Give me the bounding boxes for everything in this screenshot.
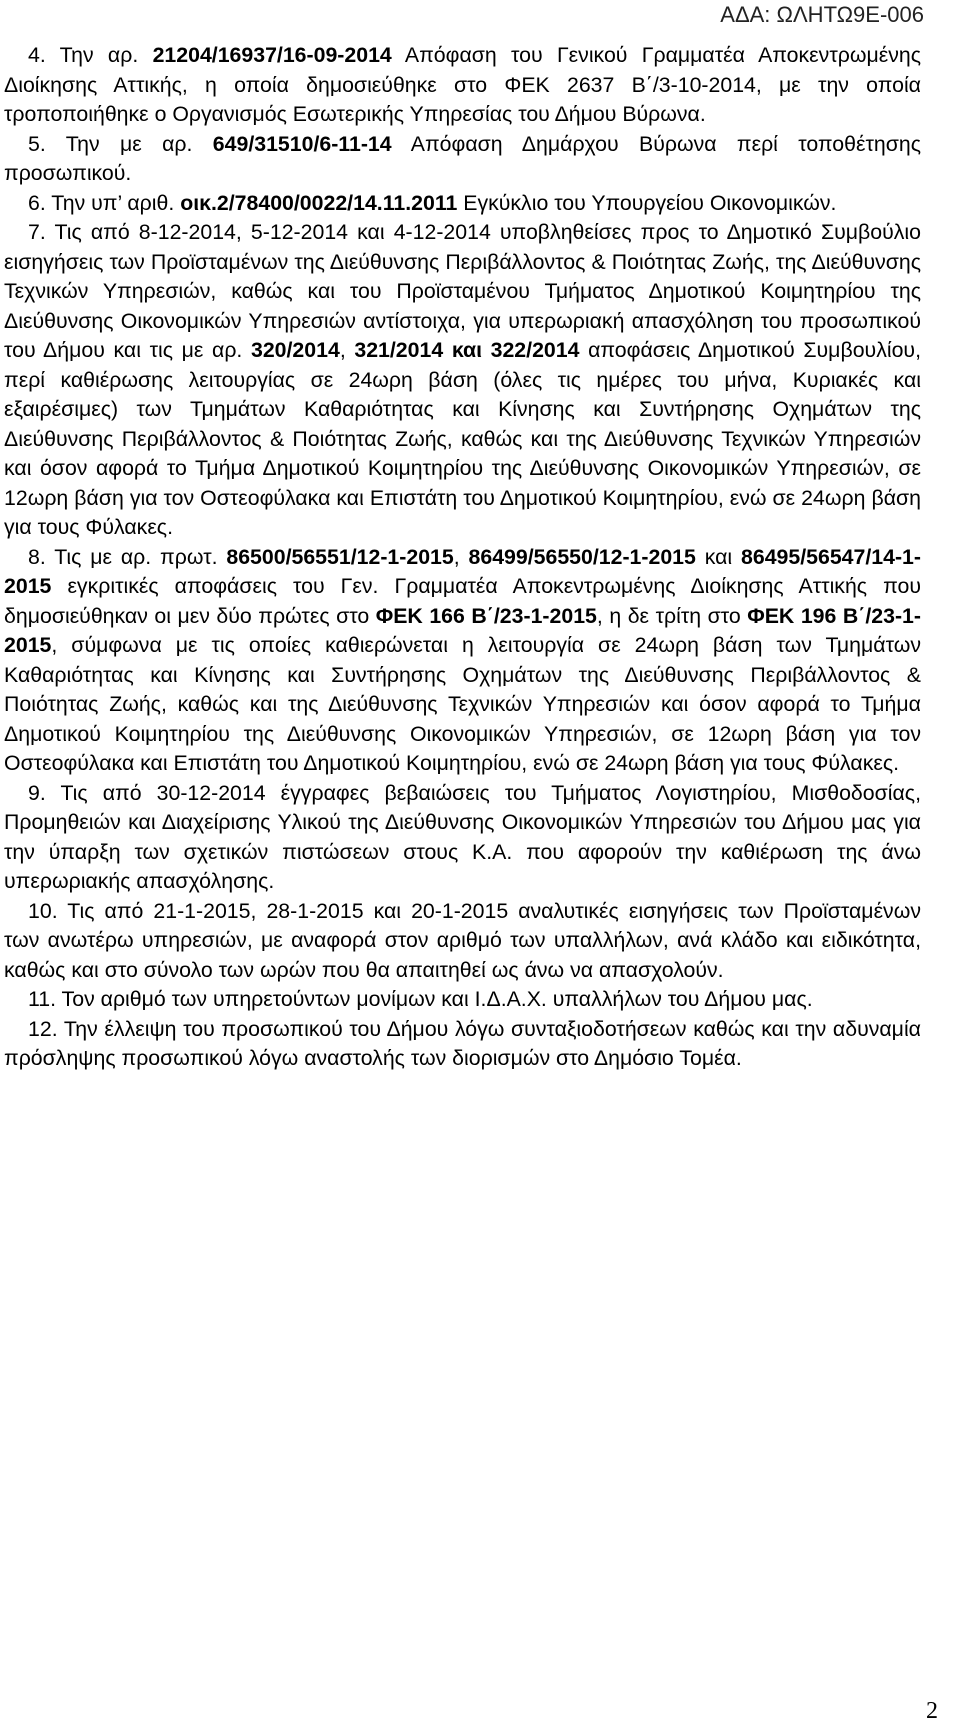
reference-number: οικ.2/78400/0022/14.11.2011 — [180, 190, 458, 215]
paragraph-text: 5. Την με αρ. — [28, 131, 213, 156]
page-number: 2 — [926, 1698, 938, 1724]
reference-number: 649/31510/6-11-14 — [212, 131, 392, 156]
paragraph-text: Απόφαση Δημάρχου Βύρωνα περί τοποθέτησης προσωπικού. — [4, 131, 921, 185]
reference-number: 21204/16937/16-09-2014 — [152, 43, 392, 67]
paragraph-text: 4. Την αρ. — [28, 43, 153, 67]
paragraph-text: , — [339, 338, 355, 362]
paragraph-text: 7. Τις από 8-12-2014, 5-12-2014 και 4-12-2014 υποβληθείσες προς το Δημοτικό Συμβούλιο εισηγήσεις των Προϊσταμένων της Διεύθυνσης Περιβάλλοντος & Ποιότητας Ζωής, της Διεύθυνσης Τεχνικών Υπηρεσιών, καθώς και του Προϊσταμένου Τμήματος Δημοτικού Κοιμητηρίου της Διεύθυνσης Οικονομικών Υπηρεσιών αντίστοιχα, για υπερωριακή απασχόληση του προσωπικού του Δήμου και τις με αρ. — [4, 220, 921, 362]
list-item-9 — [4, 779, 921, 897]
paragraph-text: 10. Τις από 21-1-2015, 28-1-2015 και 20-1-2015 αναλυτικές εισηγήσεις των Προϊσταμένων των ανωτέρω υπηρεσιών, με αναφορά στον αριθμό των υπαλλήλων, ανά κλάδο και ειδικότητα, καθώς και στο σύνολο των ωρών που θα απαιτηθεί ως άνω να απασχολούν. — [4, 898, 921, 982]
paragraph-text: Εγκύκλιο του Υπουργείου Οικονομικών. — [457, 190, 837, 215]
paragraph-text: αποφάσεις Δημοτικού Συμβουλίου, περί καθιέρωσης λειτουργίας σε 24ωρη βάση (όλες τις ημέρες του μήνα, Κυριακές και εξαιρέσιμες) των Τμημάτων Καθαριότητας και Κίνησης και Συντήρησης Οχημάτων της Διεύθυνσης Περιβάλλοντος & Ποιότητας Ζωής, καθώς και της Διεύθυνσης Τεχνικών Υπηρεσιών και όσον αφορά το Τμήμα Δημοτικού Κοιμητηρίου της Διεύθυνσης Οικονομικών Υπηρεσιών, σε 12ωρη βάση για τον Οστεοφύλακα και Επιστάτη του Δημοτικού Κοιμητηρίου, ενώ σε 24ωρη βάση για τους Φύλακες. — [4, 338, 921, 539]
list-item-4 — [4, 41, 921, 130]
reference-number: 320/2014 — [250, 338, 340, 362]
paragraph-text: εγκριτικές αποφάσεις του Γεν. Γραμματέα Αποκεντρωμένης Διοίκησης Αττικής που δημοσιεύθηκαν οι μεν δύο πρώτες στο — [4, 574, 921, 628]
paragraph-text: 12. Την έλλειψη του προσωπικού του Δήμου λόγω συνταξιοδοτήσεων καθώς και την αδυναμία πρόσληψης προσωπικού λόγω αναστολής των διορισμών στο Δημόσιο Τομέα. — [4, 1016, 921, 1070]
reference-number: ΦΕΚ 166 Β΄/23-1-2015 — [375, 603, 597, 628]
document-body — [4, 41, 921, 1074]
paragraph-text: , σύμφωνα με τις οποίες καθιερώνεται η λειτουργία σε 24ωρη βάση των Τμημάτων Καθαριότητας και Κίνησης και Συντήρησης Οχημάτων της Διεύθυνσης Περιβάλλοντος & Ποιότητας Ζωής, καθώς και της Διεύθυνσης Τεχνικών Υπηρεσιών και όσον αφορά το Τμήμα Δημοτικού Κοιμητηρίου της Διεύθυνσης Οικονομικών Υπηρεσιών, σε 12ωρη βάση για τον Οστεοφύλακα και Επιστάτη του Δημοτικού Κοιμητηρίου, ενώ σε 24ωρη βάση για τους Φύλακες. — [4, 633, 921, 775]
reference-number: 321/2014 και 322/2014 — [354, 338, 580, 362]
list-item-12 — [4, 1015, 921, 1074]
paragraph-text: Απόφαση του Γενικού Γραμματέα Αποκεντρωμένης Διοίκησης Αττικής, η οποία δημοσιεύθηκε στο ΦΕΚ 2637 Β΄/3-10-2014, με την οποία τροποποιήθηκε ο Οργανισμός Εσωτερικής Υπηρεσίας του Δήμου Βύρωνα. — [4, 43, 921, 126]
paragraph-text: 6. Την υπ’ αριθ. — [28, 190, 181, 215]
paragraph-text: 11. Τον αριθμό των υπηρετούντων μονίμων και Ι.Δ.Α.Χ. υπαλλήλων του Δήμου μας. — [28, 987, 813, 1011]
list-item-10 — [4, 897, 921, 986]
reference-number: 86495/56547/14-1-2015 — [4, 544, 921, 598]
list-item-11 — [4, 985, 921, 1015]
paragraph-text: , η δε τρίτη στο — [596, 603, 748, 628]
reference-number: 86499/56550/12-1-2015 — [468, 544, 696, 569]
list-item-8 — [4, 543, 921, 779]
reference-number: ΦΕΚ 196 Β΄/23-1-2015 — [4, 603, 921, 657]
paragraph-text: 9. Τις από 30-12-2014 έγγραφες βεβαιώσεις του Τμήματος Λογιστηρίου, Μισθοδοσίας, Προμηθειών και Διαχείρισης Υλικού της Διεύθυνσης Οικονομικών Υπηρεσιών του Δήμου μας για την ύπαρξη των σχετικών πιστώσεων στους Κ.Α. που αφορούν την καθιέρωση της άνω υπερωριακής απασχόλησης. — [4, 780, 921, 893]
ada-code: ΑΔΑ: ΩΛΗΤΩ9Ε-006 — [720, 2, 924, 27]
reference-number: 86500/56551/12-1-2015 — [226, 544, 454, 569]
list-item-5 — [4, 130, 921, 189]
list-item-6 — [4, 189, 921, 219]
paragraph-text: 8. Τις με αρ. πρωτ. — [28, 544, 227, 569]
paragraph-text: , — [453, 544, 469, 569]
paragraph-text: και — [695, 544, 741, 569]
list-item-7 — [4, 218, 921, 543]
